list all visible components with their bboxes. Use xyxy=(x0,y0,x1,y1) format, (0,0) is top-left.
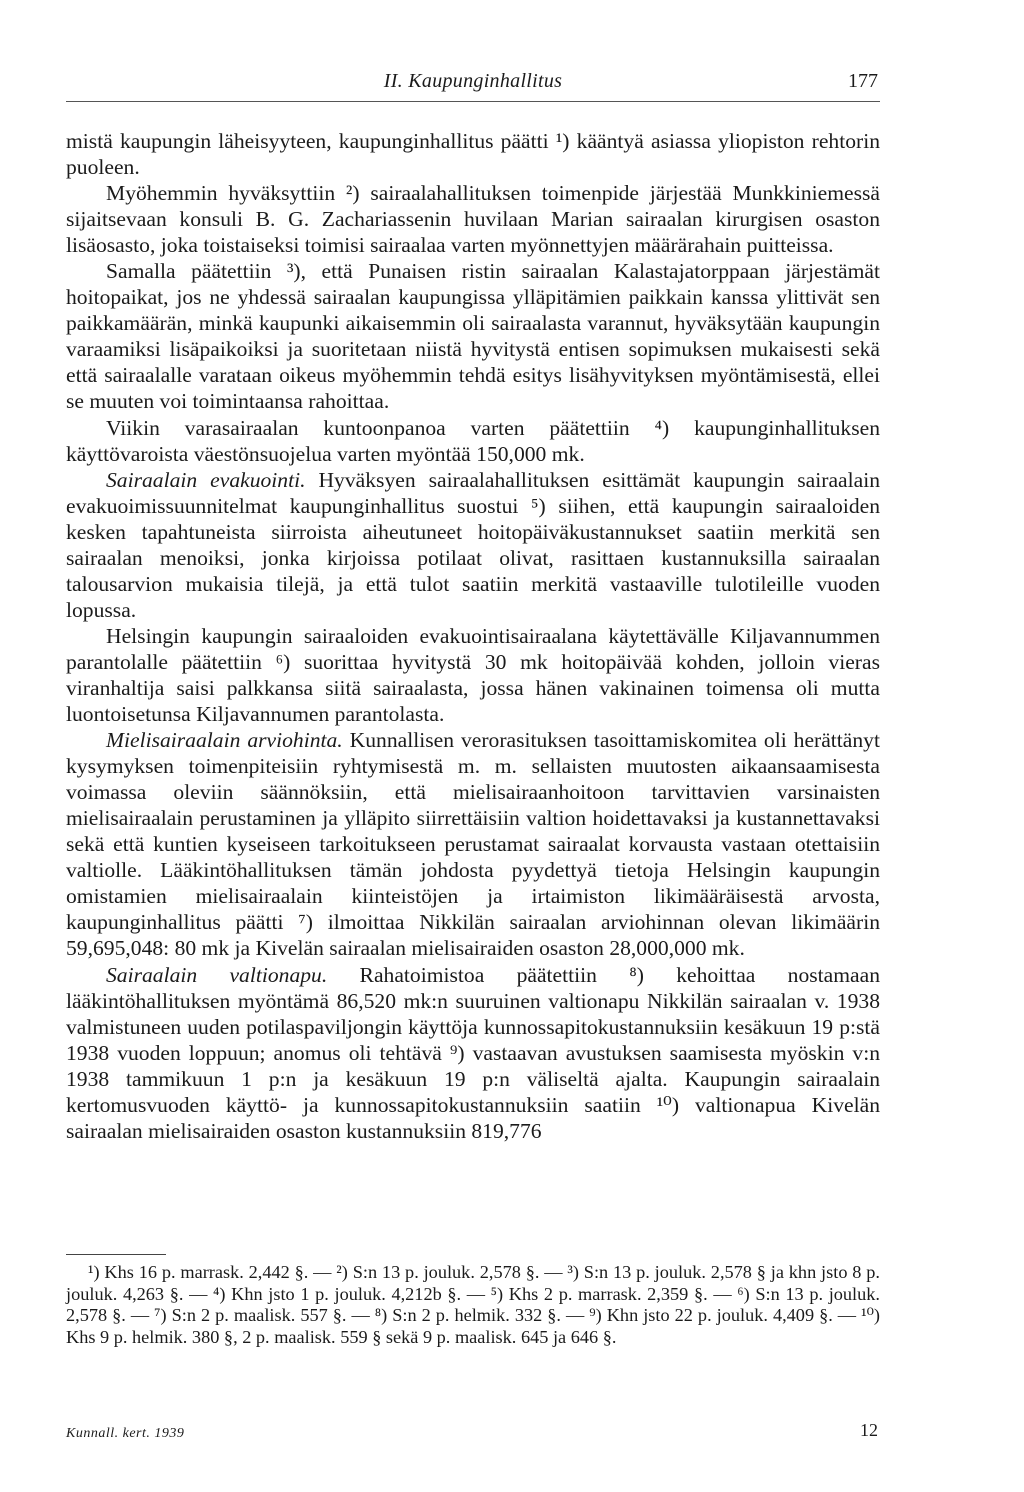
paragraph-2: Myöhemmin hyväksyttiin ²) sairaalahallituksen toimenpide järjestää Munkkiniemessä sijaitsevaan konsuli B. G. Zachariassenin huvilaan Marian sairaalan kirurgisen osaston lisäosasto, joka toistaiseksi toimisi sairaalaa varten myönnettyjen määrärahain puitteissa. xyxy=(66,181,880,258)
footer-signature: Kunnall. kert. 1939 xyxy=(66,1426,185,1441)
section-heading-valtionapu: Sairaalain valtionapu. xyxy=(106,962,328,987)
paragraph-6: Helsingin kaupungin sairaaloiden evakuointisairaalana käytettävälle Kiljavannummen parantolalle päätettiin ⁶) suorittaa hyvitystä 30 mk hoitopäivää kohden, jolloin vieras viranhaltija saisi palkkansa siitä sairaalasta, jossa hänen vakinainen toimensa oli mutta luontoisetunsa Kiljavannumen parantolasta. xyxy=(66,623,880,727)
paragraph-4: Viikin varasairaalan kuntoonpanoa varten päätettiin ⁴) kaupunginhallituksen käyttövaroista väestönsuojelua varten myöntää 150,000 mk. xyxy=(66,415,880,466)
page-number: 177 xyxy=(848,70,878,92)
sheet-number: 12 xyxy=(860,1420,878,1440)
paragraph-8 xyxy=(66,962,880,1144)
paragraph-3: Samalla päätettiin ³), että Punaisen ristin sairaalan Kalastajatorppaan järjestämät hoitopaikat, jos ne yhdessä sairaalan kaupungissa ylläpitämien paikkain kanssa ylittivät sen paikkamäärän, minkä kaupunki aikaisemmin oli sairaalasta varannut, hyväksytään kaupungin varaamiksi lisäpaikoiksi ja suoritetaan niistä hyvitystä entisen sopimuksen mukaisesti sekä että sairaalalle varataan oikeus myöhemmin tehdä esitys lisähyvityksen myöntämisestä, ellei se muuten voi toimintaansa rahoittaa. xyxy=(66,259,880,414)
main-text xyxy=(66,128,880,1144)
footnote-rule xyxy=(66,1254,166,1255)
header-rule xyxy=(66,101,880,102)
running-header xyxy=(66,70,880,100)
paragraph-7 xyxy=(66,727,880,961)
footnote-text: ¹) Khs 16 p. marrask. 2,442 §. — ²) S:n 13 p. jouluk. 2,578 §. — ³) S:n 13 p. jouluk. 2,578 § ja khn jsto 8 p. jouluk. 4,263 §. — ⁴) Khn jsto 1 p. jouluk. 4,212b §. — ⁵) Khs 2 p. marrask. 2,359 §. — ⁶) S:n 13 p. jouluk. 2,578 §. — ⁷) S:n 2 p. maalisk. 557 §. — ⁸) S:n 2 p. helmik. 332 §. — ⁹) Khn jsto 22 p. jouluk. 4,409 §. — ¹⁰) Khs 9 p. helmik. 380 §, 2 p. maalisk. 559 § sekä 9 p. maalisk. 645 ja 646 §. xyxy=(66,1262,880,1347)
paragraph-7-text: Kunnallisen verorasituksen tasoittamiskomitea oli herättänyt kysymyksen toimenpiteisiin ryhtymisestä m. m. sellaisten muutosten aikaansaamisesta voimassa oleviin säännöksiin, että mielisairaanhoitoon tarvittavien varsinaisten mielisairaalain perustaminen ja ylläpito siirrettäisiin valtion hoidettavaksi ja kustannettavaksi sekä että kuntien kyseiseen tarkoitukseen perustamat sairaalat korvausta vastaan otettaisiin valtiolle. Lääkintöhallituksen tämän johdosta pyydettyä tietoja Helsingin kaupungin omistamien mielisairaalain kiinteistöjen ja irtaimiston likimääräisestä arvosta, kaupunginhallitus päätti ⁷) ilmoittaa Nikkilän sairaalan arviohinnan olevan likimäärin 59,695,048: 80 mk ja Kivelän sairaalan mielisairaiden osaston 28,000,000 mk. xyxy=(66,728,880,961)
paragraph-1: mistä kaupungin läheisyyteen, kaupunginhallitus päätti ¹) kääntyä asiassa yliopiston rehtorin puoleen. xyxy=(66,129,880,180)
footnotes xyxy=(66,1262,880,1348)
section-heading-evakuointi: Sairaalain evakuointi. xyxy=(106,467,306,492)
running-title: II. Kaupunginhallitus xyxy=(383,70,563,92)
page-footer xyxy=(66,1420,880,1450)
paragraph-5 xyxy=(66,467,880,623)
paragraph-5-text: Hyväksyen sairaalahallituksen esittämät kaupungin sairaalain evakuoimissuunnitelmat kaupunginhallitus suostui ⁵) siihen, että kaupungin sairaaloiden kesken tapahtuneista siirroista aiheutuneet hoitopäiväkustannukset saatiin merkitä sen sairaalan menoiksi, jonka kirjoissa potilaat olivat, rasittaen kustannuksilla sairaalan talousarvion mukaisia tilejä, ja että tulot saatiin merkitä vastaaville tulotileille vuoden lopussa. xyxy=(66,467,881,622)
section-heading-arviohinta: Mielisairaalain arviohinta. xyxy=(106,728,343,753)
paragraph-8-text: Rahatoimistoa päätettiin ⁸) kehoittaa nostamaan lääkintöhallituksen myöntämä 86,520 mk:n suuruinen valtionapu Nikkilän sairaalan v. 1938 valmistuneen uuden potilaspaviljongin käyttöja kunnossapitokustannuksiin kesäkuun 19 p:stä 1938 vuoden loppuun; anomus oli tehtävä ⁹) vastaavan avustuksen saamisesta myöskin v:n 1938 tammikuun 1 p:n ja kesäkuun 19 p:n väliseltä ajalta. Kaupungin sairaalain kertomusvuoden käyttö- ja kunnossapitokustannuksiin saatiin ¹⁰) valtionapua Kivelän sairaalan mielisairaiden osaston kustannuksiin 819,776 xyxy=(66,962,881,1143)
